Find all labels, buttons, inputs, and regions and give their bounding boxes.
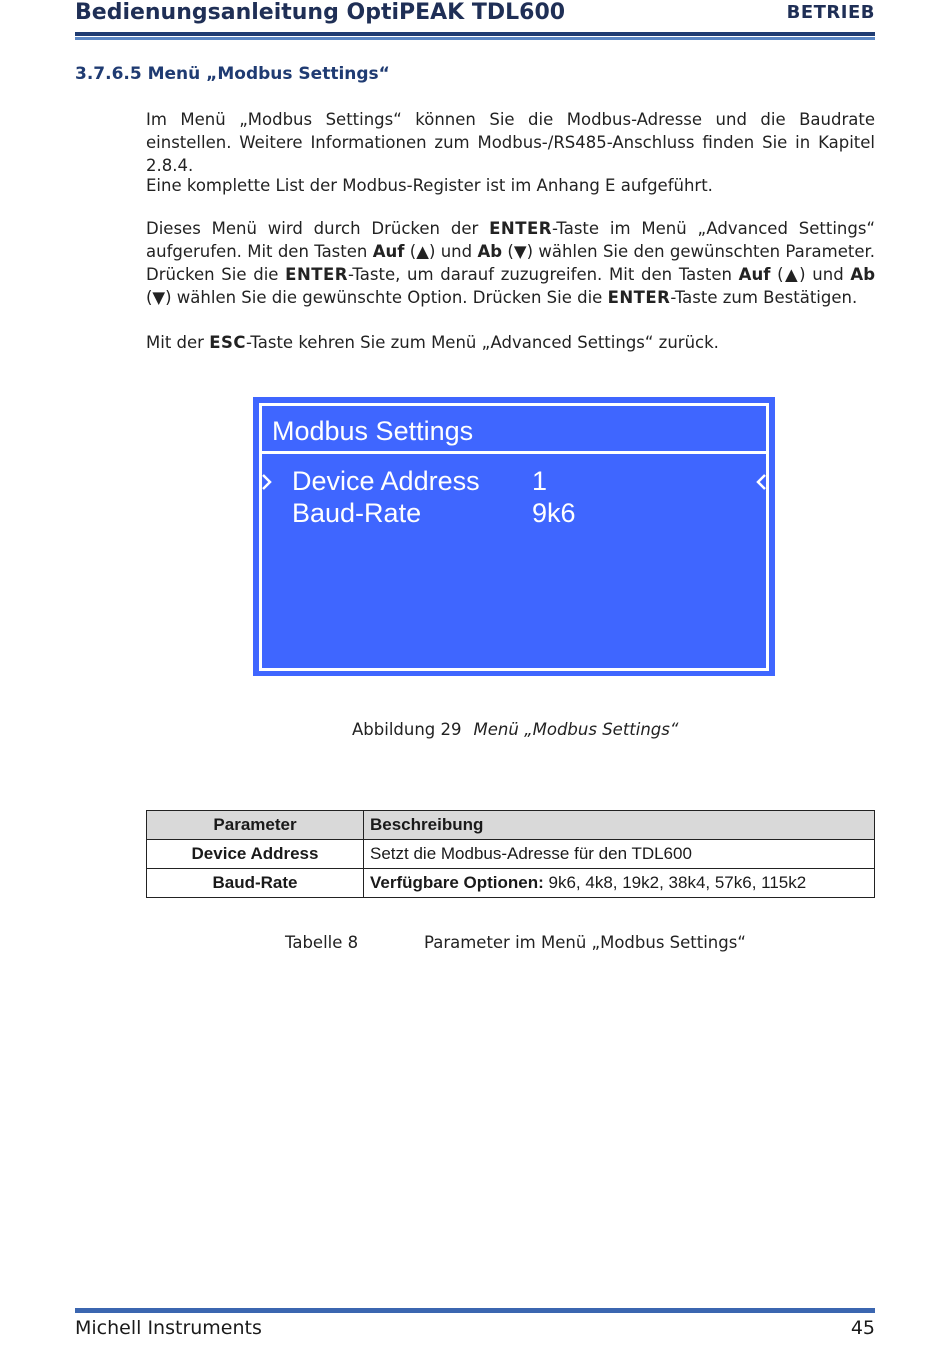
lcd-title: Modbus Settings [272,416,474,446]
header-rule [75,32,875,36]
key-enter: ENTER [489,219,552,238]
key-down: Ab [850,265,876,284]
key-down: Ab [477,242,503,261]
table-title: Parameter im Menü „Modbus Settings“ [424,933,746,952]
text-run: -Taste, um darauf zuzugreifen. Mit den Tasten [347,265,739,284]
figure-number: Abbildung 29 [352,720,462,739]
text-run: (▼) wählen Sie den gewünschten Parameter. Drücken Sie die [146,242,875,284]
text-run: (▼) wählen Sie die gewünschte Option. Drücken Sie die [146,288,608,307]
table-header-row [147,811,875,840]
figure-caption [352,720,678,739]
text-run: -Taste im Menü „Advanced Settings“ aufgerufen. Mit den Tasten [146,219,875,261]
section-heading: 3.7.6.5 Menü „Modbus Settings“ [75,64,390,84]
lcd-row-value-device-address: 1 [532,466,548,496]
column-header: Parameter [147,811,364,840]
parameter-cell: Baud-Rate [147,869,364,898]
footer-company: Michell Instruments [75,1317,262,1339]
document-title: Bedienungsanleitung OptiPEAK TDL600 [75,0,566,25]
text-run: Mit der [146,333,210,352]
text-run: -Taste zum Bestätigen. [670,288,858,307]
description-text: 9k6, 4k8, 19k2, 38k4, 57k6, 115k2 [543,873,807,892]
register-paragraph [146,174,875,197]
lcd-frame [259,403,769,671]
description-cell [364,869,875,898]
text-run: -Taste kehren Sie zum Menü „Advanced Settings“ zurück. [245,333,719,352]
navigation-paragraph [146,217,875,309]
table-row [147,840,875,869]
text-run: Dieses Menü wird durch Drücken der [146,219,490,238]
chevron-left-icon [756,474,766,490]
description-cell [364,840,875,869]
chevron-right-icon [262,474,272,490]
header-rule-accent [75,37,875,40]
key-enter: ENTER [285,265,348,284]
key-up: Auf [738,265,771,284]
text-run: (▲) und [770,265,851,284]
description-bold: Verfügbare Optionen: [370,873,544,892]
lcd-row-label-baud-rate: Baud-Rate [292,498,422,528]
table-number: Tabelle 8 [285,933,359,952]
text-run: (▲) und [404,242,478,261]
parameter-table [146,810,875,898]
description-text: Setzt die Modbus-Adresse für den TDL600 [370,844,692,863]
lcd-screen [253,397,775,676]
page-number: 45 [850,1317,875,1339]
key-up: Auf [372,242,405,261]
parameter-cell: Device Address [147,840,364,869]
paragraph-text: Im Menü „Modbus Settings“ können Sie die Modbus-Adresse und die Baudrate einstellen. Weitere Informationen zum Modbus-/RS485-Anschluss finden Sie in Kapitel 2.8.4. [146,110,875,175]
footer-rule [75,1308,875,1313]
chapter-label: BETRIEB [786,2,875,23]
key-enter: ENTER [607,288,671,307]
column-header: Beschreibung [364,811,875,840]
lcd-title-divider [262,451,766,454]
table-row [147,869,875,898]
key-esc: ESC [209,333,246,352]
paragraph-text: Eine komplette List der Modbus-Register ist im Anhang E aufgeführt. [146,176,713,195]
intro-paragraph [146,108,875,177]
lcd-row-label-device-address: Device Address [292,466,480,496]
lcd-row-value-baud-rate: 9k6 [532,498,576,528]
figure-title: Menü „Modbus Settings“ [473,720,679,739]
esc-paragraph [146,331,875,354]
